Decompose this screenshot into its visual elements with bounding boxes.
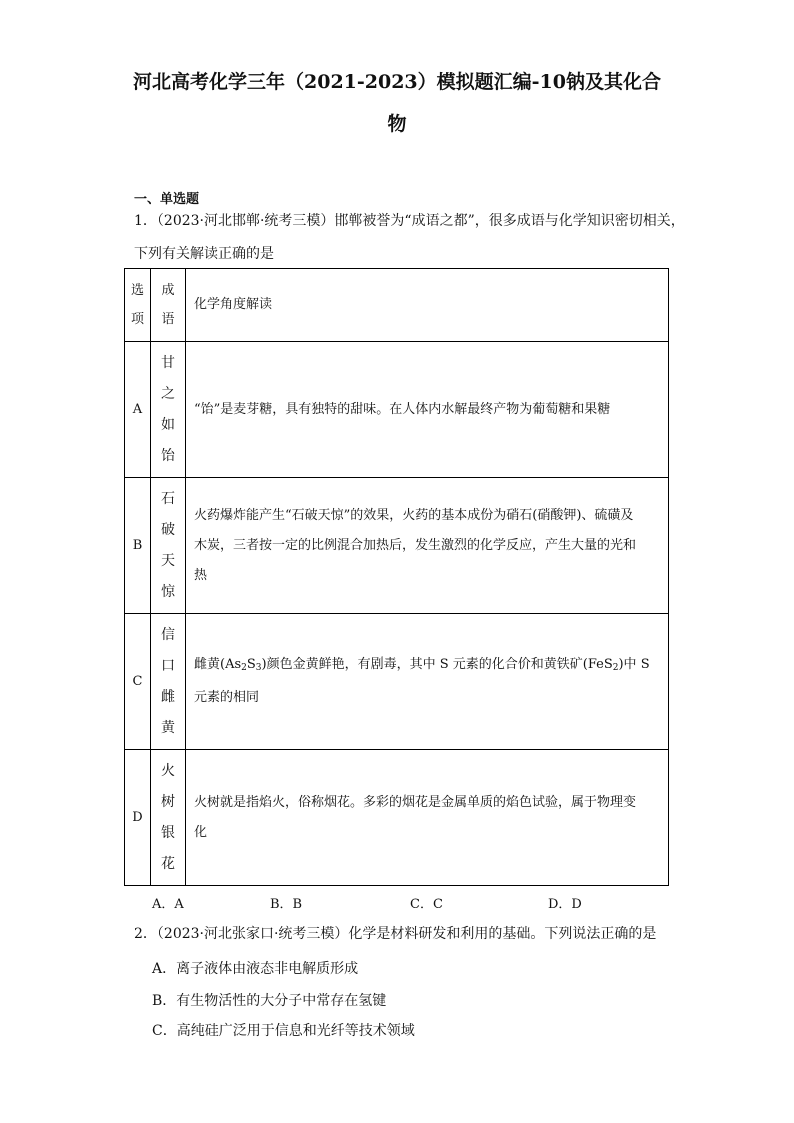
idiom-char: 破 — [161, 521, 175, 538]
question-2-option-c[interactable]: C．高纯硅广泛用于信息和光纤等技术领域 — [152, 1023, 415, 1039]
document-title-line2: 物 — [387, 113, 407, 135]
idiom-char: 火 — [161, 762, 175, 779]
idiom-char: 树 — [161, 793, 175, 810]
header-option-cell — [125, 269, 151, 342]
explain-line: 火树就是指焰火，俗称烟花。多彩的烟花是金属单质的焰色试验，属于物理变 — [194, 794, 637, 810]
table-header-row — [125, 269, 669, 342]
question-2-option-b[interactable]: B．有生物活性的大分子中常存在氢键 — [152, 993, 387, 1009]
idiom-char: 饴 — [161, 447, 175, 464]
header-explain-cell: 化学角度解读 — [186, 269, 669, 342]
question-2-stem: 2．（2023·河北张家口·统考三模）化学是材料研发和利用的基础。下列说法正确的是 — [134, 926, 657, 942]
idiom-char: 甘 — [161, 354, 175, 371]
question-1-stem-line2: 下列有关解读正确的是 — [134, 246, 274, 262]
row-idiom-cell — [151, 342, 186, 478]
explain-text: )中 S — [618, 657, 650, 672]
table-row — [125, 342, 669, 478]
row-option-cell: C — [125, 614, 151, 750]
row-idiom-cell — [151, 750, 186, 886]
idiom-char: 惊 — [161, 583, 175, 600]
explain-line: 热 — [194, 567, 208, 583]
choice-d[interactable]: D．D — [548, 897, 582, 912]
row-explain-cell — [186, 614, 669, 750]
idiom-char: 石 — [161, 490, 175, 507]
explain-text: S — [246, 657, 256, 672]
row-option-cell: B — [125, 478, 151, 614]
choice-a[interactable]: A．A — [152, 897, 184, 912]
choice-b[interactable]: B．B — [270, 897, 303, 912]
table-row — [125, 478, 669, 614]
idiom-char: 黄 — [161, 719, 175, 736]
document-title-line1: 河北高考化学三年（2021-2023）模拟题汇编-10钠及其化合 — [133, 71, 661, 93]
subscript: 3 — [255, 663, 262, 673]
section-heading: 一、单选题 — [134, 192, 200, 207]
explain-text: 雌黄(As — [194, 657, 242, 672]
row-option-cell: D — [125, 750, 151, 886]
subscript: 2 — [612, 663, 619, 673]
header-idiom-char: 成 — [161, 283, 175, 298]
idiom-char: 花 — [161, 855, 175, 872]
subscript: 2 — [241, 663, 247, 673]
explain-line: 化 — [194, 824, 208, 840]
header-idiom-cell — [151, 269, 186, 342]
idiom-char: 如 — [161, 416, 175, 433]
explain-text: )颜色金黄鲜艳，有剧毒，其中 S 元素的化合价和黄铁矿(FeS — [261, 657, 613, 672]
idiom-char: 信 — [161, 626, 175, 643]
explain-line — [194, 650, 660, 683]
question-1-stem-line1: 1．（2023·河北邯郸·统考三模）邯郸被誉为“成语之都”，很多成语与化学知识密切相关， — [134, 213, 685, 229]
row-explain-cell — [186, 750, 669, 886]
row-idiom-cell — [151, 614, 186, 750]
explain-line: 元素的相同 — [194, 690, 260, 705]
idiom-char: 天 — [161, 552, 175, 569]
idiom-char: 之 — [161, 385, 175, 402]
idiom-char: 口 — [161, 657, 175, 674]
row-explain-cell — [186, 478, 669, 614]
explain-line: 火药爆炸能产生“石破天惊”的效果，火药的基本成份为硝石(硝酸钾)、硫磺及 — [194, 507, 634, 523]
idiom-char: 雌 — [161, 688, 175, 705]
choice-c[interactable]: C．C — [410, 897, 443, 912]
question-2-option-a[interactable]: A．离子液体由液态非电解质形成 — [152, 961, 359, 977]
question-1-table — [124, 268, 669, 886]
explain-line: “饴”是麦芽糖，具有独特的甜味。在人体内水解最终产物为葡萄糖和果糖 — [194, 401, 611, 417]
row-explain-cell — [186, 342, 669, 478]
row-option-cell: A — [125, 342, 151, 478]
row-idiom-cell — [151, 478, 186, 614]
explain-line: 木炭，三者按一定的比例混合加热后，发生激烈的化学反应，产生大量的光和 — [194, 537, 637, 553]
idiom-char: 银 — [161, 824, 175, 841]
table-row — [125, 750, 669, 886]
header-option-char: 项 — [130, 312, 144, 327]
header-option-char: 选 — [130, 283, 144, 298]
table-row — [125, 614, 669, 750]
header-idiom-char: 语 — [161, 312, 175, 327]
